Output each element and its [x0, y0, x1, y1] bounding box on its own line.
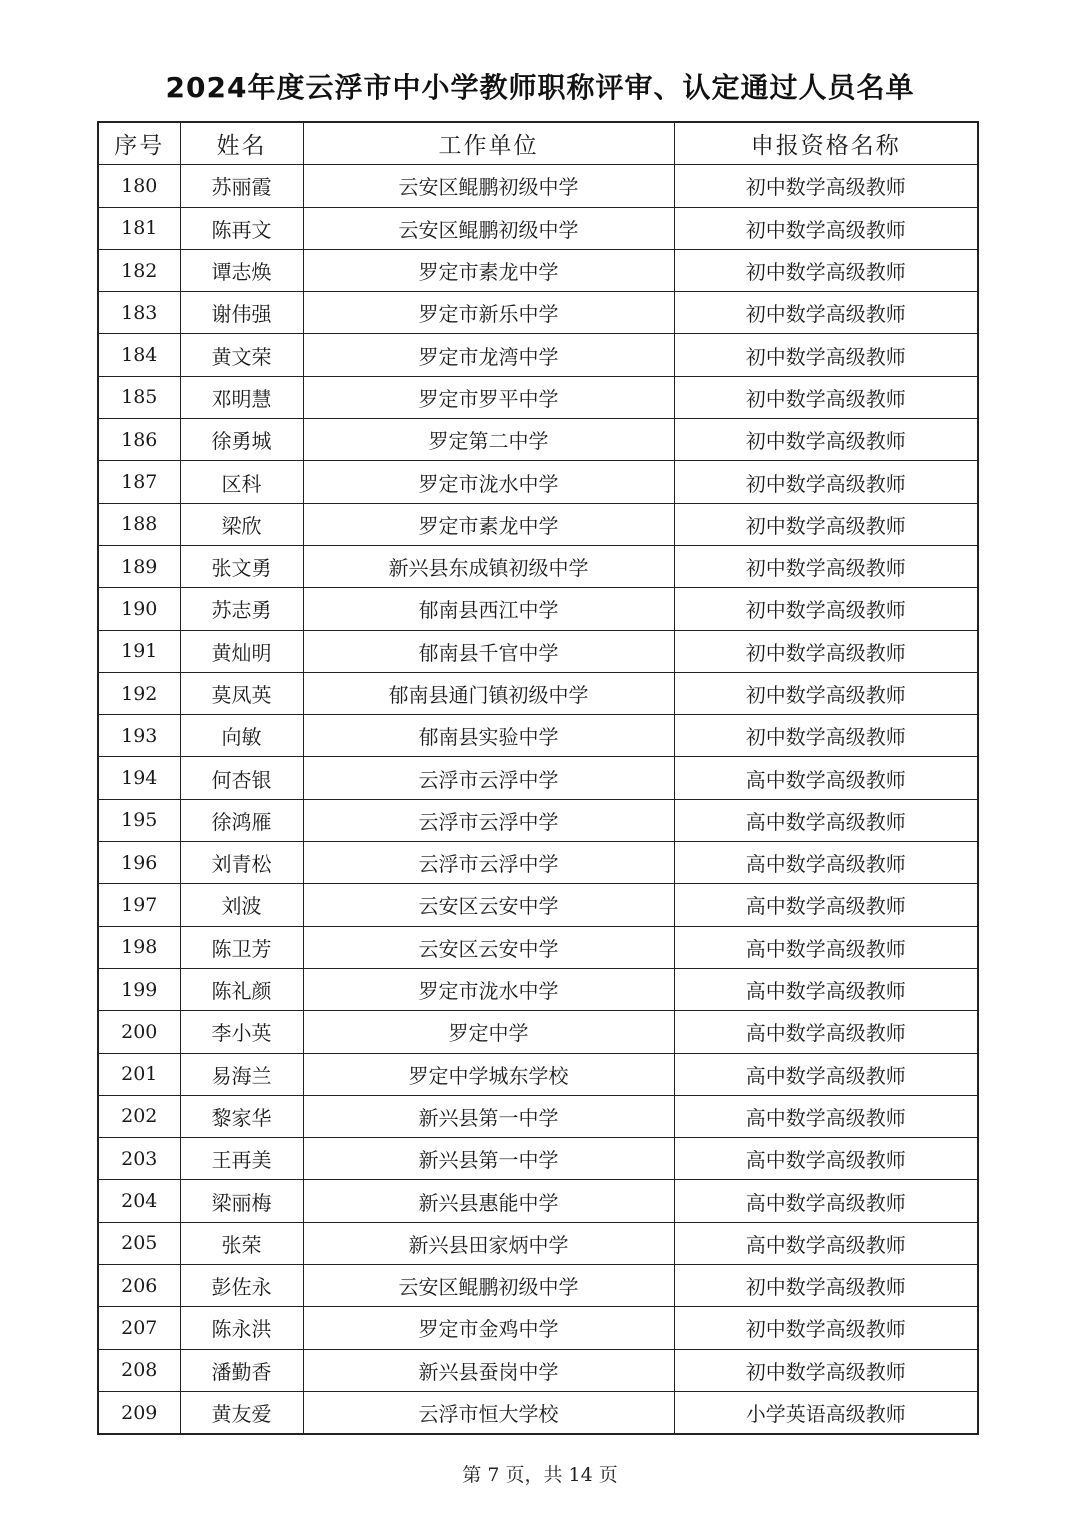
cell-qualification: 初中数学高级教师 [674, 419, 978, 461]
cell-qualification: 初中数学高级教师 [674, 376, 978, 418]
cell-serial-number: 206 [98, 1265, 180, 1307]
cell-name: 谭志焕 [180, 249, 303, 291]
cell-name: 谢伟强 [180, 292, 303, 334]
table-row [98, 165, 978, 207]
cell-work-unit: 新兴县第一中学 [303, 1138, 674, 1180]
cell-serial-number: 198 [98, 926, 180, 968]
cell-work-unit: 云浮市云浮中学 [303, 799, 674, 841]
cell-qualification: 初中数学高级教师 [674, 334, 978, 376]
cell-name: 陈礼颜 [180, 968, 303, 1010]
table-row [98, 799, 978, 841]
cell-qualification: 初中数学高级教师 [674, 588, 978, 630]
cell-serial-number: 183 [98, 292, 180, 334]
cell-qualification: 初中数学高级教师 [674, 503, 978, 545]
cell-qualification: 初中数学高级教师 [674, 1349, 978, 1391]
cell-work-unit: 郁南县实验中学 [303, 715, 674, 757]
cell-work-unit: 罗定中学 [303, 1011, 674, 1053]
table-row [98, 1265, 978, 1307]
cell-serial-number: 188 [98, 503, 180, 545]
cell-qualification: 高中数学高级教师 [674, 1222, 978, 1264]
table-row [98, 672, 978, 714]
cell-qualification: 高中数学高级教师 [674, 799, 978, 841]
cell-serial-number: 204 [98, 1180, 180, 1222]
page-title: 2024年度云浮市中小学教师职称评审、认定通过人员名单 [165, 71, 915, 104]
cell-qualification: 高中数学高级教师 [674, 884, 978, 926]
cell-serial-number: 180 [98, 165, 180, 207]
table-row [98, 588, 978, 630]
cell-work-unit: 罗定中学城东学校 [303, 1053, 674, 1095]
cell-work-unit: 新兴县惠能中学 [303, 1180, 674, 1222]
cell-qualification: 初中数学高级教师 [674, 249, 978, 291]
cell-qualification: 初中数学高级教师 [674, 545, 978, 587]
cell-qualification: 高中数学高级教师 [674, 757, 978, 799]
cell-serial-number: 209 [98, 1391, 180, 1434]
cell-qualification: 高中数学高级教师 [674, 1053, 978, 1095]
cell-serial-number: 194 [98, 757, 180, 799]
table-row [98, 715, 978, 757]
cell-name: 徐鸿雁 [180, 799, 303, 841]
cell-serial-number: 187 [98, 461, 180, 503]
cell-name: 邓明慧 [180, 376, 303, 418]
cell-work-unit: 罗定市龙湾中学 [303, 334, 674, 376]
cell-name: 徐勇城 [180, 419, 303, 461]
cell-name: 王再美 [180, 1138, 303, 1180]
table-row [98, 207, 978, 249]
table-header-row [98, 122, 978, 165]
table-row [98, 1391, 978, 1434]
cell-qualification: 初中数学高级教师 [674, 207, 978, 249]
cell-serial-number: 195 [98, 799, 180, 841]
header-work-unit: 工作单位 [303, 122, 674, 165]
cell-name: 陈卫芳 [180, 926, 303, 968]
cell-name: 李小英 [180, 1011, 303, 1053]
cell-name: 黎家华 [180, 1095, 303, 1137]
cell-name: 陈永洪 [180, 1307, 303, 1349]
cell-work-unit: 罗定市金鸡中学 [303, 1307, 674, 1349]
cell-qualification: 初中数学高级教师 [674, 1265, 978, 1307]
cell-work-unit: 罗定市罗平中学 [303, 376, 674, 418]
cell-qualification: 高中数学高级教师 [674, 842, 978, 884]
table-row [98, 968, 978, 1010]
cell-work-unit: 罗定市泷水中学 [303, 968, 674, 1010]
cell-work-unit: 云安区鲲鹏初级中学 [303, 1265, 674, 1307]
page-number-footer: 第 7 页，共 14 页 [462, 1464, 618, 1486]
roster-table [97, 121, 979, 1435]
cell-serial-number: 201 [98, 1053, 180, 1095]
cell-qualification: 初中数学高级教师 [674, 461, 978, 503]
table-row [98, 461, 978, 503]
table-row [98, 1307, 978, 1349]
cell-work-unit: 罗定市素龙中学 [303, 503, 674, 545]
table-row [98, 1222, 978, 1264]
cell-qualification: 高中数学高级教师 [674, 968, 978, 1010]
cell-name: 张荣 [180, 1222, 303, 1264]
cell-qualification: 小学英语高级教师 [674, 1391, 978, 1434]
cell-work-unit: 罗定第二中学 [303, 419, 674, 461]
cell-qualification: 初中数学高级教师 [674, 1307, 978, 1349]
table-row [98, 292, 978, 334]
table-row [98, 1349, 978, 1391]
cell-serial-number: 199 [98, 968, 180, 1010]
cell-work-unit: 云安区云安中学 [303, 884, 674, 926]
cell-qualification: 初中数学高级教师 [674, 715, 978, 757]
cell-qualification: 初中数学高级教师 [674, 165, 978, 207]
cell-qualification: 高中数学高级教师 [674, 1095, 978, 1137]
cell-name: 黄文荣 [180, 334, 303, 376]
cell-qualification: 高中数学高级教师 [674, 1180, 978, 1222]
cell-serial-number: 185 [98, 376, 180, 418]
header-qualification: 申报资格名称 [674, 122, 978, 165]
table-row [98, 884, 978, 926]
table-row [98, 1095, 978, 1137]
cell-serial-number: 205 [98, 1222, 180, 1264]
cell-name: 梁丽梅 [180, 1180, 303, 1222]
cell-serial-number: 200 [98, 1011, 180, 1053]
table-row [98, 545, 978, 587]
cell-name: 刘青松 [180, 842, 303, 884]
header-name: 姓名 [180, 122, 303, 165]
roster-table-body [98, 165, 978, 1434]
table-row [98, 842, 978, 884]
cell-work-unit: 云浮市云浮中学 [303, 757, 674, 799]
cell-serial-number: 182 [98, 249, 180, 291]
cell-name: 易海兰 [180, 1053, 303, 1095]
cell-serial-number: 207 [98, 1307, 180, 1349]
cell-qualification: 初中数学高级教师 [674, 672, 978, 714]
table-row [98, 1138, 978, 1180]
table-row [98, 1011, 978, 1053]
cell-serial-number: 202 [98, 1095, 180, 1137]
table-row [98, 419, 978, 461]
cell-work-unit: 云安区云安中学 [303, 926, 674, 968]
cell-serial-number: 193 [98, 715, 180, 757]
cell-work-unit: 云浮市恒大学校 [303, 1391, 674, 1434]
cell-qualification: 初中数学高级教师 [674, 292, 978, 334]
table-row [98, 757, 978, 799]
cell-serial-number: 189 [98, 545, 180, 587]
cell-name: 张文勇 [180, 545, 303, 587]
cell-name: 莫凤英 [180, 672, 303, 714]
cell-name: 刘波 [180, 884, 303, 926]
cell-work-unit: 新兴县田家炳中学 [303, 1222, 674, 1264]
table-row [98, 376, 978, 418]
cell-name: 区科 [180, 461, 303, 503]
cell-qualification: 高中数学高级教师 [674, 926, 978, 968]
cell-serial-number: 190 [98, 588, 180, 630]
cell-work-unit: 郁南县通门镇初级中学 [303, 672, 674, 714]
cell-serial-number: 208 [98, 1349, 180, 1391]
cell-name: 苏丽霞 [180, 165, 303, 207]
cell-name: 陈再文 [180, 207, 303, 249]
cell-name: 潘勤香 [180, 1349, 303, 1391]
cell-qualification: 初中数学高级教师 [674, 630, 978, 672]
cell-work-unit: 新兴县蚕岗中学 [303, 1349, 674, 1391]
table-row [98, 926, 978, 968]
cell-work-unit: 罗定市素龙中学 [303, 249, 674, 291]
cell-work-unit: 郁南县西江中学 [303, 588, 674, 630]
cell-name: 向敏 [180, 715, 303, 757]
cell-qualification: 高中数学高级教师 [674, 1138, 978, 1180]
cell-name: 黄灿明 [180, 630, 303, 672]
cell-serial-number: 192 [98, 672, 180, 714]
cell-work-unit: 罗定市新乐中学 [303, 292, 674, 334]
table-row [98, 334, 978, 376]
cell-name: 彭佐永 [180, 1265, 303, 1307]
cell-work-unit: 罗定市泷水中学 [303, 461, 674, 503]
cell-work-unit: 云安区鲲鹏初级中学 [303, 207, 674, 249]
cell-serial-number: 191 [98, 630, 180, 672]
cell-serial-number: 184 [98, 334, 180, 376]
cell-work-unit: 云浮市云浮中学 [303, 842, 674, 884]
cell-name: 梁欣 [180, 503, 303, 545]
cell-serial-number: 196 [98, 842, 180, 884]
table-row [98, 249, 978, 291]
table-row [98, 503, 978, 545]
cell-work-unit: 新兴县第一中学 [303, 1095, 674, 1137]
header-serial-number: 序号 [98, 122, 180, 165]
cell-name: 黄友爱 [180, 1391, 303, 1434]
cell-work-unit: 云安区鲲鹏初级中学 [303, 165, 674, 207]
cell-name: 苏志勇 [180, 588, 303, 630]
cell-qualification: 高中数学高级教师 [674, 1011, 978, 1053]
cell-work-unit: 新兴县东成镇初级中学 [303, 545, 674, 587]
cell-serial-number: 197 [98, 884, 180, 926]
cell-serial-number: 186 [98, 419, 180, 461]
cell-work-unit: 郁南县千官中学 [303, 630, 674, 672]
table-row [98, 1180, 978, 1222]
cell-name: 何杏银 [180, 757, 303, 799]
cell-serial-number: 203 [98, 1138, 180, 1180]
table-row [98, 1053, 978, 1095]
table-row [98, 630, 978, 672]
cell-serial-number: 181 [98, 207, 180, 249]
